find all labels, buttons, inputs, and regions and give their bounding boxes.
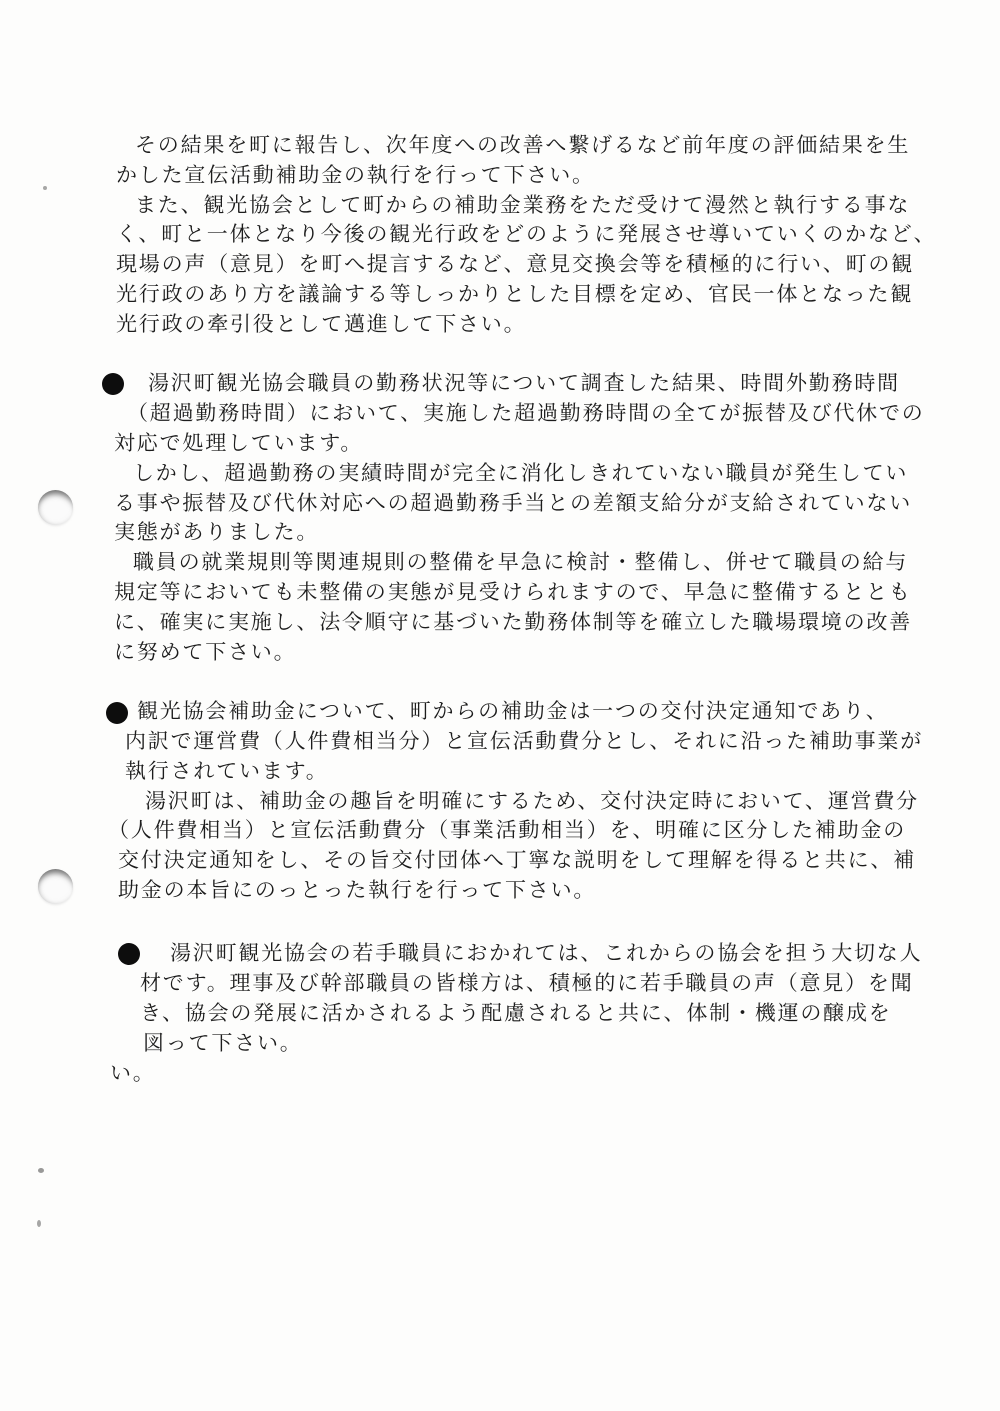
punch-hole	[38, 490, 73, 525]
text-line: 交付決定通知をし、その旨交付団体へ丁寧な説明をして理解を得ると共に、補	[118, 848, 916, 872]
punch-hole	[38, 869, 73, 904]
text-line: 湯沢町は、補助金の趣旨を明確にするため、交付決定時において、運営費分	[145, 789, 919, 813]
text-line: （人件費相当）と宣伝活動費分（事業活動相当）を、明確に区分した補助金の	[108, 818, 906, 842]
text-line: 光行政の牽引役として邁進して下さい。	[116, 312, 527, 336]
text-line: （超過勤務時間）において、実施した超過勤務時間の全てが振替及び代休での	[127, 401, 925, 425]
text-line: 湯沢町観光協会職員の勤務状況等について調査した結果、時間外勤務時間	[148, 371, 900, 395]
bullet-marker-icon	[106, 702, 128, 724]
text-line: その結果を町に報告し、次年度への改善へ繋げるなど前年度の評価結果を生	[135, 133, 911, 157]
scan-speck	[37, 1220, 41, 1227]
scan-speck	[38, 1168, 44, 1173]
text-line: 図って下さい。	[143, 1031, 303, 1055]
text-line: 助金の本旨にのっとった執行を行って下さい。	[118, 878, 597, 902]
text-line: また、観光協会として町からの補助金業務をただ受けて漫然と執行する事な	[135, 193, 911, 217]
text-line: 材です。理事及び幹部職員の皆様方は、積極的に若手職員の声（意見）を聞	[140, 971, 914, 995]
text-line: 湯沢町観光協会の若手職員におかれては、これからの協会を担う大切な人	[170, 941, 923, 965]
text-line: かした宣伝活動補助金の執行を行って下さい。	[116, 163, 595, 187]
text-line: い。	[110, 1061, 156, 1085]
text-line: く、町と一体となり今後の観光行政をどのように発展させ導いていくのかなど、	[116, 222, 937, 246]
text-line: 光行政のあり方を議論する等しっかりとした目標を定め、官民一体となった観	[116, 282, 914, 306]
bullet-marker-icon	[102, 373, 124, 395]
text-line: しかし、超過勤務の実績時間が完全に消化しきれていない職員が発生してい	[133, 461, 909, 485]
text-line: 職員の就業規則等関連規則の整備を早急に検討・整備し、併せて職員の給与	[133, 550, 909, 574]
text-line: 執行されています。	[125, 759, 329, 783]
bullet-marker-icon	[118, 943, 140, 965]
text-line: 規定等においても未整備の実態が見受けられますので、早急に整備するととも	[114, 580, 912, 604]
text-line: 観光協会補助金について、町からの補助金は一つの交付決定通知であり、	[137, 699, 889, 723]
text-line: き、協会の発展に活かされるよう配慮されると共に、体制・機運の醸成を	[140, 1001, 892, 1025]
text-line: る事や振替及び代休対応への超過勤務手当との差額支給分が支給されていない	[114, 491, 912, 515]
text-line: 内訳で運営費（人件費相当分）と宣伝活動費分とし、それに沿った補助事業が	[125, 729, 923, 753]
text-line: 対応で処理しています。	[114, 431, 364, 455]
text-line: に、確実に実施し、法令順守に基づいた勤務体制等を確立した職場環境の改善	[114, 610, 912, 634]
text-line: 実態がありました。	[114, 520, 320, 544]
text-line: に努めて下さい。	[114, 640, 297, 664]
text-line: 現場の声（意見）を町へ提言するなど、意見交換会等を積極的に行い、町の観	[116, 252, 914, 276]
scan-speck	[43, 186, 47, 190]
